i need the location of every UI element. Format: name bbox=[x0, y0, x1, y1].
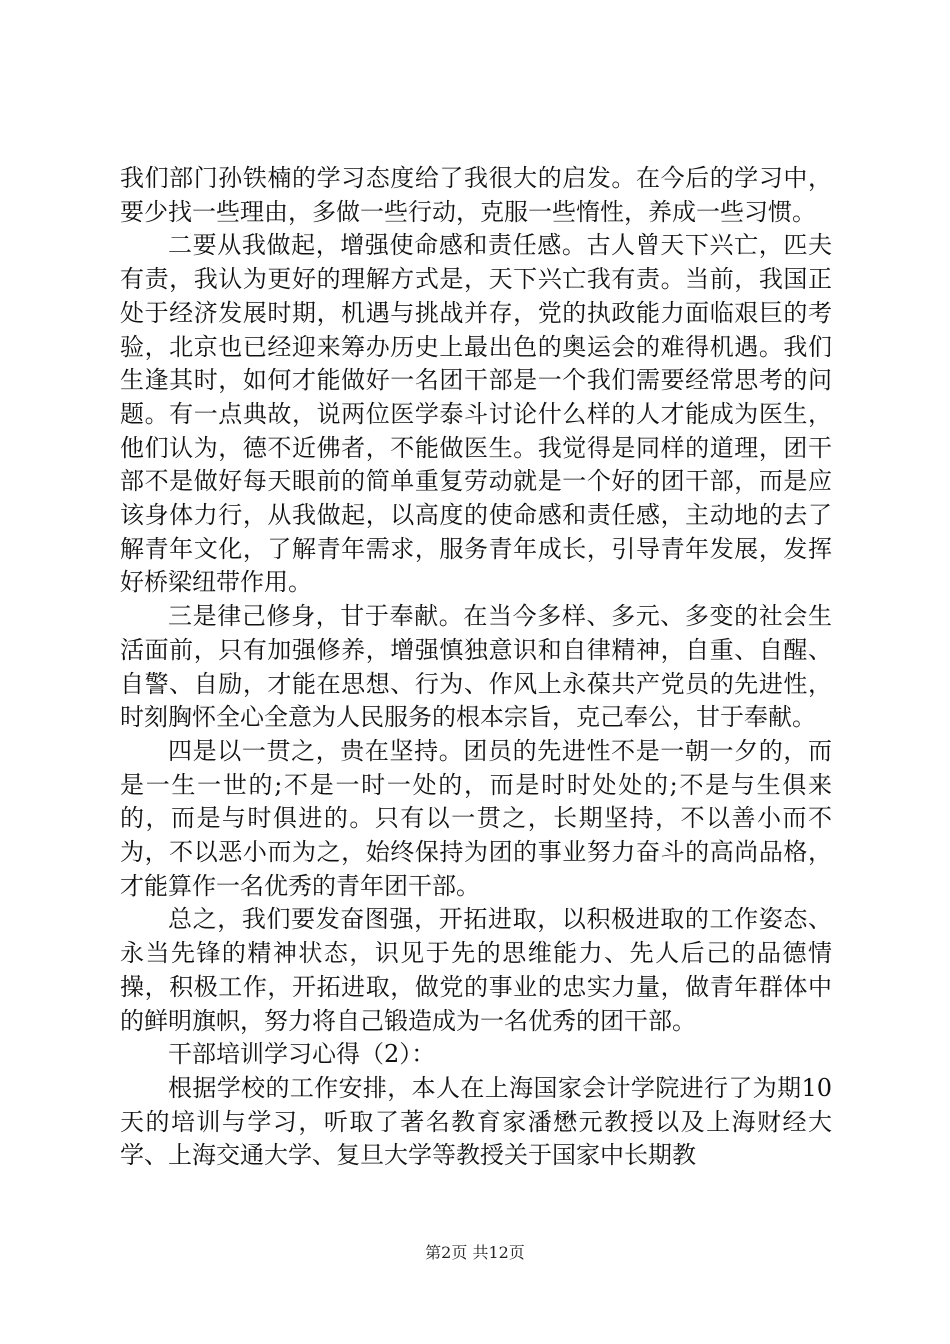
paragraph-4: 四是以一贯之，贵在坚持。团员的先进性不是一朝一夕的，而是一生一世的;不是一时一处的，而是时时处处的;不是与生俱来的，而是与时俱进的。只有以一贯之，长期坚持，不以善小而不为，不以恶小而为之，始终保持为团的事业努力奋斗的高尚品格，才能算作一名优秀的青年团干部。 bbox=[120, 736, 832, 900]
body-text bbox=[120, 162, 832, 1173]
page-footer: 第2页 共12页 bbox=[425, 1243, 525, 1262]
section-heading: 干部培训学习心得（2）： bbox=[168, 1040, 436, 1069]
paragraph-3: 三是律己修身，甘于奉献。在当今多样、多元、多变的社会生活面前，只有加强修养，增强慎独意识和自律精神，自重、自醒、自警、自励，才能在思想、行为、作风上永葆共产党员的先进性，时刻胸怀全心全意为人民服务的根本宗旨，克己奉公，甘于奉献。 bbox=[120, 602, 832, 732]
paragraph-2: 二要从我做起，增强使命感和责任感。古人曾天下兴亡，匹夫有责，我认为更好的理解方式是，天下兴亡我有责。当前，我国正处于经济发展时期，机遇与挑战并存，党的执政能力面临艰巨的考验，北京也已经迎来筹办历史上最出色的奥运会的难得机遇。我们生逢其时，如何才能做好一名团干部是一个我们需要经常思考的问题。有一点典故，说两位医学泰斗讨论什么样的人才能成为医生，他们认为，德不近佛者，不能做医生。我觉得是同样的道理，团干部不是做好每天眼前的简单重复劳动就是一个好的团干部，而是应该身体力行，从我做起，以高度的使命感和责任感，主动地的去了解青年文化，了解青年需求，服务青年成长，引导青年发展，发挥好桥梁纽带作用。 bbox=[120, 231, 832, 597]
paragraph-5: 总之，我们要发奋图强，开拓进取，以积极进取的工作姿态、永当先锋的精神状态，识见于先的思维能力、先人后己的品德情操，积极工作，开拓进取，做党的事业的忠实力量，做青年群体中的鲜明旗帜，努力将自己锻造成为一名优秀的团干部。 bbox=[120, 905, 832, 1035]
paragraph-6: 根据学校的工作安排，本人在上海国家会计学院进行了为期10天的培训与学习，听取了著名教育家潘懋元教授以及上海财经大学、上海交通大学、复旦大学等教授关于国家中长期教 bbox=[120, 1073, 832, 1170]
paragraph-1: 我们部门孙铁楠的学习态度给了我很大的启发。在今后的学习中，要少找一些理由，多做一些行动，克服一些惰性，养成一些习惯。 bbox=[120, 164, 832, 226]
